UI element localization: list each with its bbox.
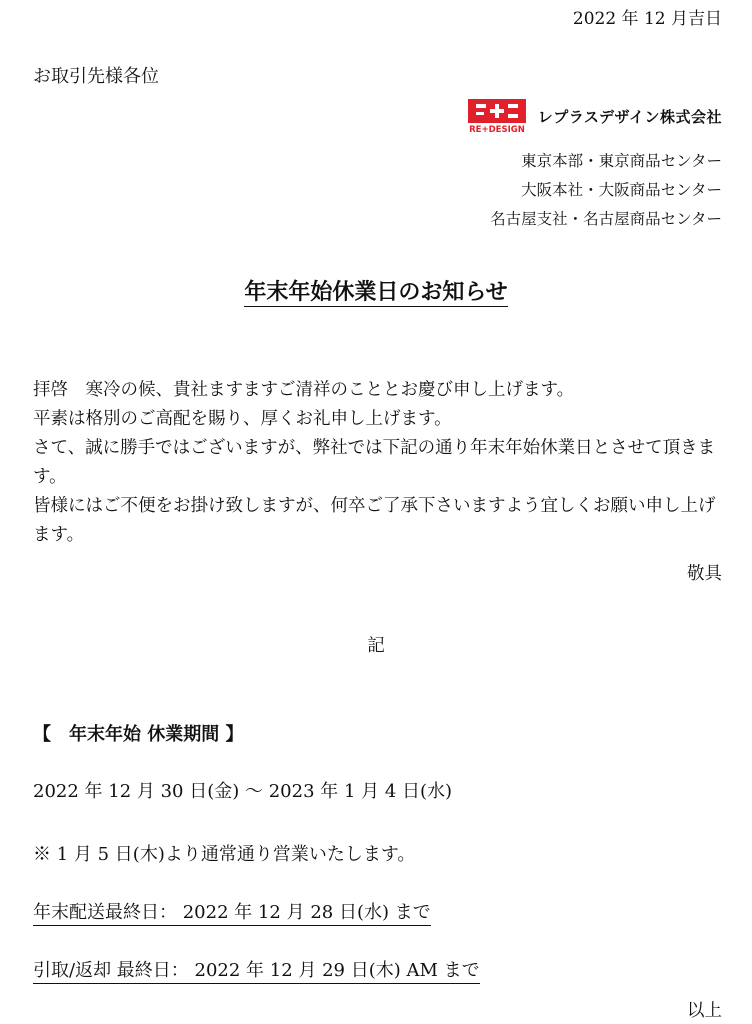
title-text: 年末年始休業日のお知らせ [244, 279, 508, 305]
ki-marker: 記 [367, 636, 385, 656]
branch-list [490, 147, 722, 234]
company-logo-block [466, 98, 722, 134]
thanks-paragraph: 平素は格別のご高配を賜り、厚くお礼申し上げます。 [33, 409, 452, 429]
notice-paragraph: さて、誠に勝手ではございますが、弊社では下記の通り年末年始休業日とさせて頂きます。 [33, 438, 716, 487]
greeting-paragraph: 拝啓 寒冷の候、貴社ますますご清祥のこととお慶び申し上げます。 [33, 380, 575, 400]
shipping-deadline [33, 898, 431, 924]
holiday-period: 2022 年 12 月 30 日(金) ～ 2023 年 1 月 4 日(水) [33, 781, 453, 802]
shipping-deadline-text: 年末配送最終日： 2022 年 12 月 28 日(水) まで [33, 902, 431, 926]
branch-tokyo: 東京本部・東京商品センター [521, 152, 722, 170]
branch-osaka: 大阪本社・大阪商品センター [521, 181, 722, 199]
page-title [0, 275, 752, 306]
addressee: お取引先様各位 [33, 66, 159, 87]
resume-note: ※ 1 月 5 日(木)より通常通り営業いたします。 [33, 844, 416, 865]
issue-date: 2022 年 12 月吉日 [572, 9, 722, 29]
logo-text: RE+DESIGN [468, 125, 525, 134]
company-name: レプラスデザイン株式会社 [537, 107, 722, 126]
apology-paragraph: 皆様にはご不便をお掛け致しますが、何卒ご了承下さいますよう宜しくお願い申し上げます。 [33, 496, 716, 545]
pickup-deadline [33, 956, 480, 982]
branch-nagoya: 名古屋支社・名古屋商品センター [490, 210, 722, 228]
company-logo [466, 98, 528, 134]
pickup-deadline-text: 引取/返却 最終日： 2022 年 12 月 29 日(木) AM まで [33, 960, 480, 984]
closing-ijou: 以上 [687, 1001, 722, 1021]
closing-keigu: 敬具 [687, 564, 722, 584]
holiday-period-heading: 【 年末年始 休業期間 】 [33, 724, 244, 745]
letter-body [33, 376, 727, 550]
